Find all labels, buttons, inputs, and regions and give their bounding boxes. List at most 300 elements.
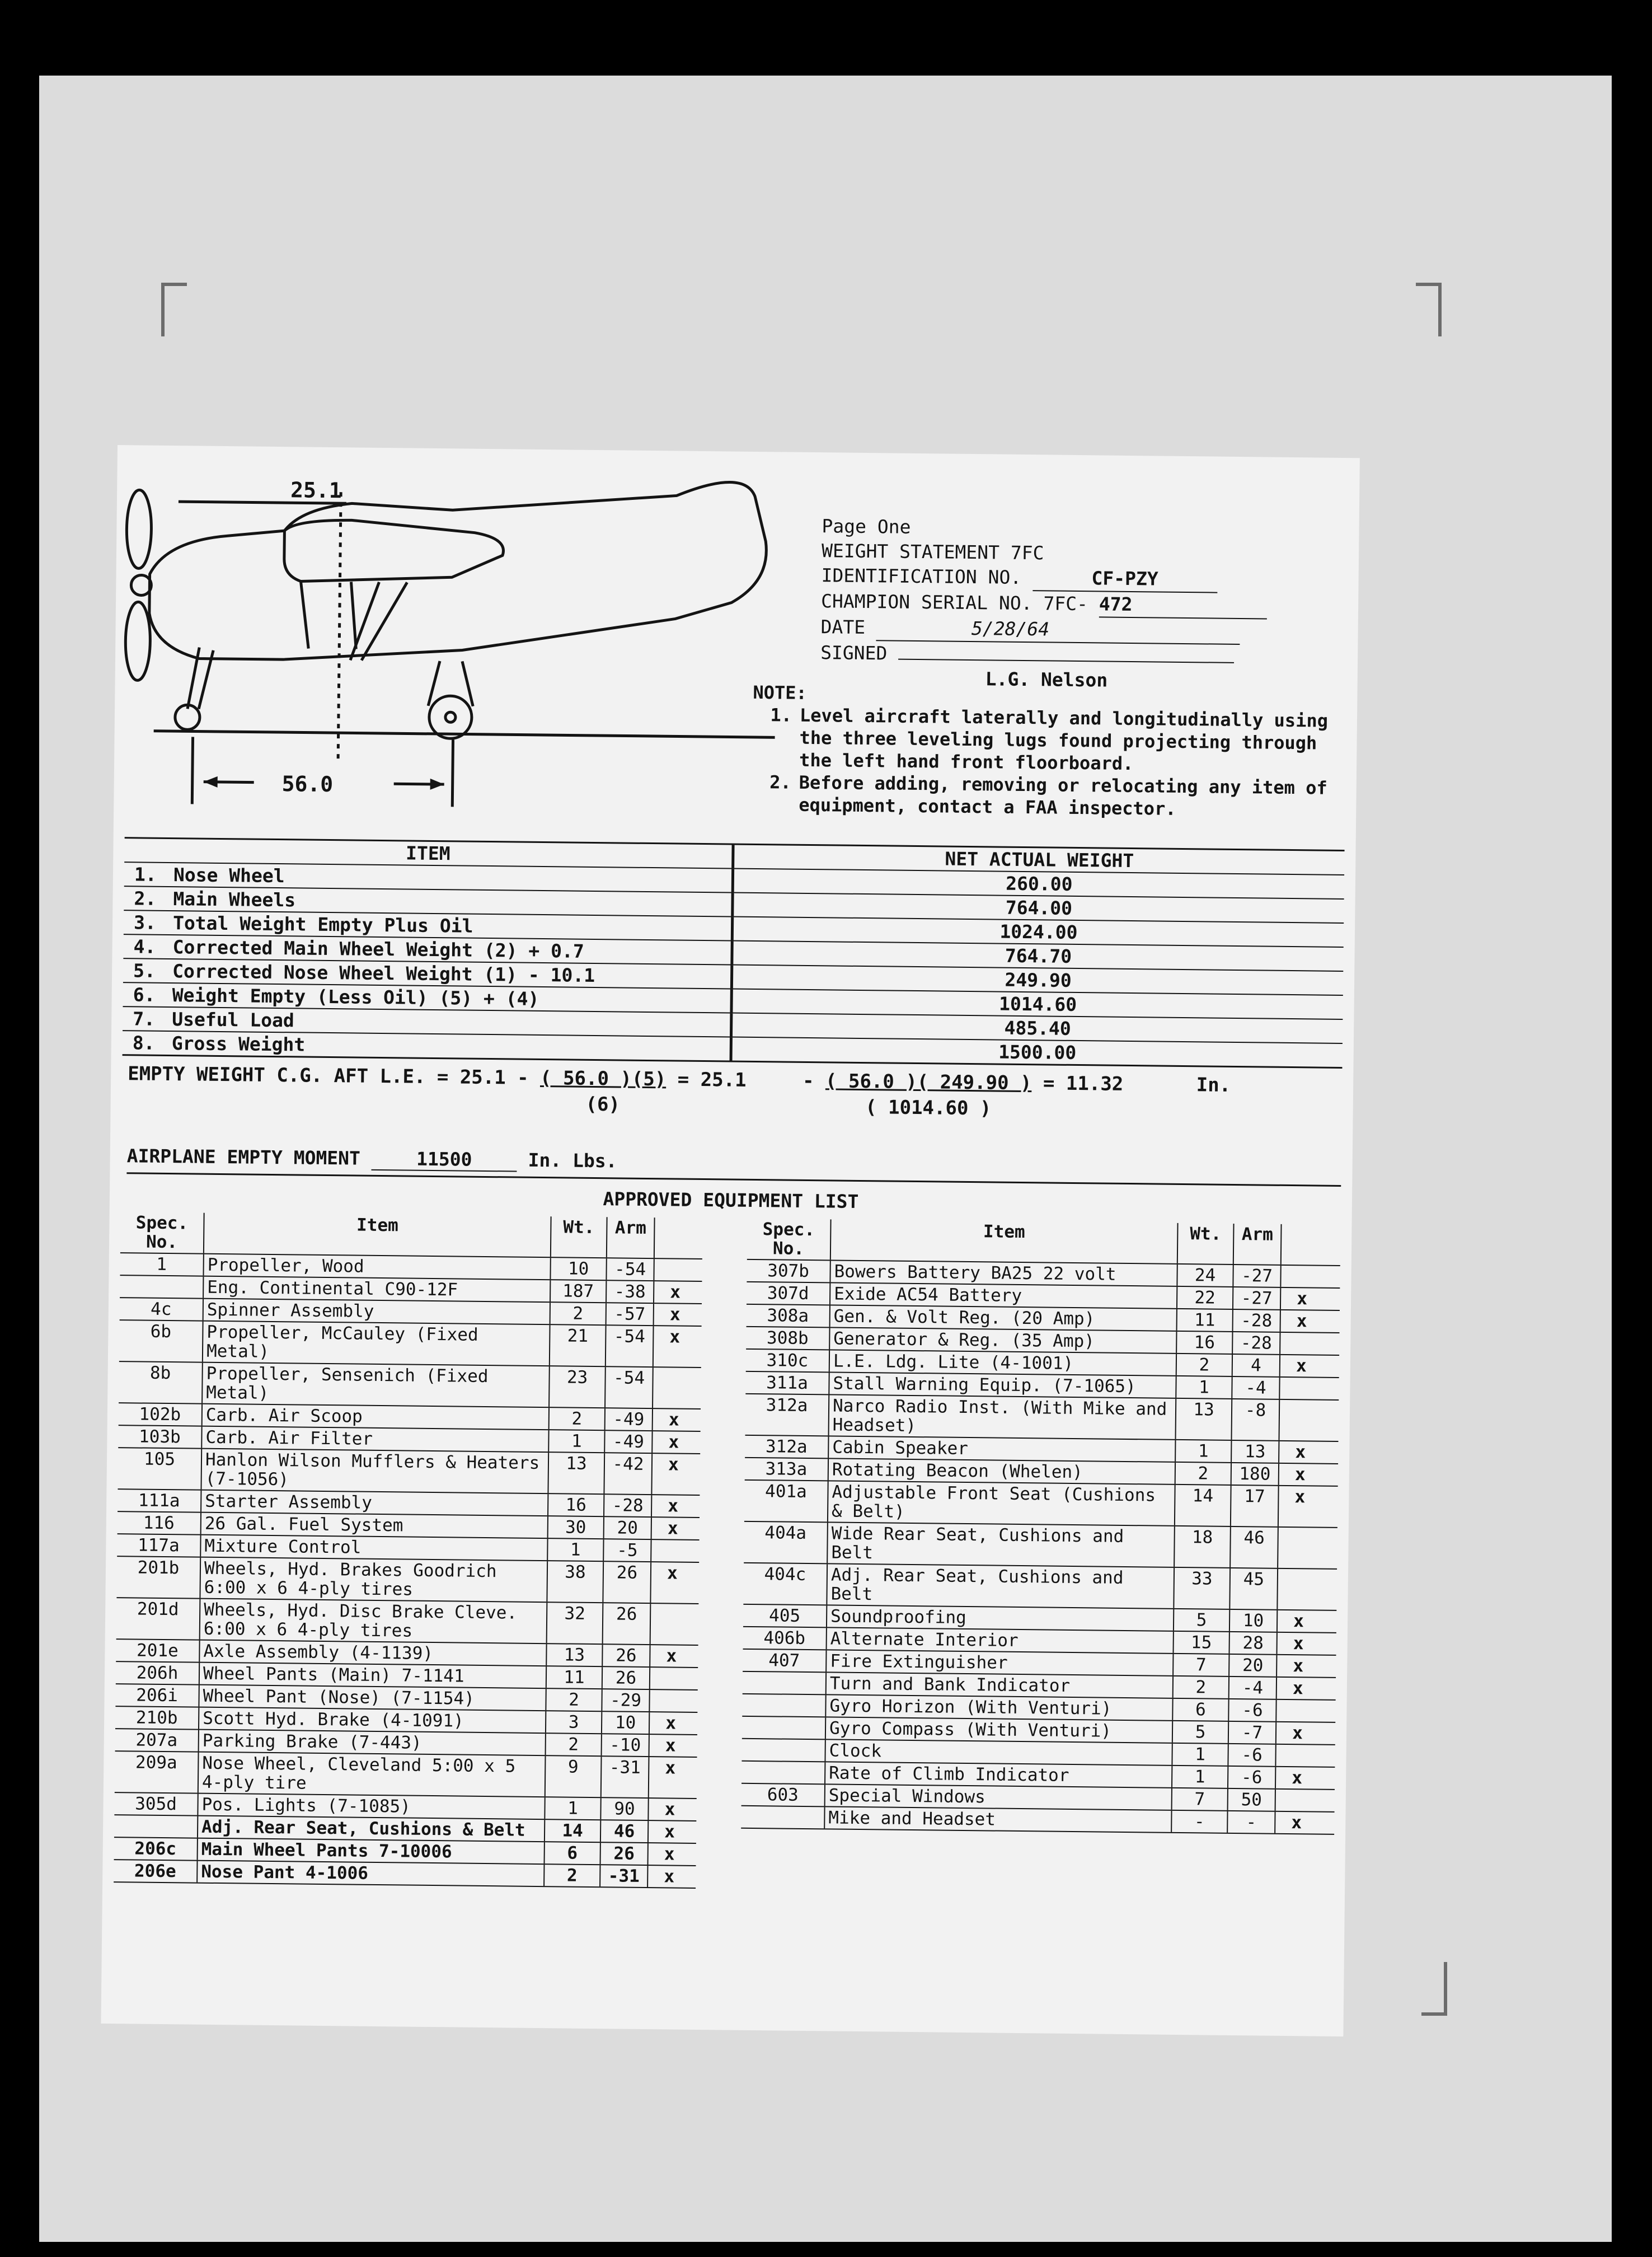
equipment-right-table — [741, 1219, 1340, 1835]
equipment-installed-mark: x — [668, 1496, 679, 1516]
row-number: 7. — [133, 1008, 156, 1030]
equipment-spec: 407 — [743, 1650, 827, 1672]
header-mark — [655, 1218, 697, 1258]
notes-title: NOTE: — [753, 681, 807, 704]
equipment-arm: 13 — [1232, 1441, 1279, 1463]
row-weight: 764.00 — [1005, 896, 1073, 919]
equipment-item: Narco Radio Inst. (With Mike and Headset) — [829, 1395, 1177, 1439]
equipment-item: Exide AC54 Battery — [830, 1283, 1177, 1308]
equipment-weight: 21 — [550, 1325, 607, 1366]
equipment-installed-mark: x — [665, 1713, 677, 1734]
equipment-item: Carb. Air Filter — [202, 1427, 549, 1451]
equipment-item: Wheel Pants (Main) 7-1141 — [200, 1663, 547, 1688]
equipment-weight: 11 — [547, 1666, 603, 1688]
equipment-weight: 14 — [1175, 1485, 1232, 1526]
row-item: Corrected Nose Wheel Weight (1) - 10.1 — [172, 960, 595, 986]
row-number: 8. — [132, 1032, 155, 1054]
equipment-item: Adj. Rear Seat, Cushions and Belt — [827, 1564, 1175, 1608]
equipment-arm: 26 — [603, 1645, 650, 1666]
equipment-spec: 201d — [116, 1598, 201, 1640]
equipment-installed-mark — [650, 1668, 692, 1689]
equipment-arm: -4 — [1229, 1677, 1277, 1699]
equipment-installed-mark: x — [1295, 1442, 1306, 1463]
equipment-row — [743, 1563, 1337, 1611]
equipment-installed-mark: x — [1292, 1768, 1303, 1788]
equipment-weight: 2 — [1177, 1354, 1233, 1376]
equipment-spec: 111a — [118, 1490, 201, 1512]
equipment-item: Adj. Rear Seat, Cushions & Belt — [198, 1816, 545, 1841]
equipment-arm: -27 — [1233, 1287, 1281, 1309]
serial-value: 472 — [1099, 592, 1267, 619]
equipment-row — [116, 1557, 699, 1604]
equipment-weight: 13 — [1176, 1399, 1233, 1440]
equipment-spec: 603 — [741, 1784, 825, 1806]
equipment-item: Alternate Interior — [827, 1628, 1174, 1652]
equipment-spec — [741, 1762, 825, 1784]
equipment-installed-mark: x — [664, 1821, 675, 1842]
row-item: Weight Empty (Less Oil) (5) + (4) — [172, 984, 539, 1010]
equipment-weight: 1 — [548, 1539, 604, 1561]
page-number: Page One — [822, 515, 911, 538]
equipment-spec: 201e — [116, 1640, 200, 1662]
equipment-weight: 32 — [547, 1603, 604, 1643]
equipment-installed-mark — [1276, 1790, 1318, 1811]
equipment-weight: 1 — [1176, 1440, 1232, 1462]
equipment-item: Carb. Air Scoop — [203, 1404, 550, 1429]
cg-fraction1-numerator: ( 56.0 )(5) — [539, 1066, 667, 1091]
note-item — [752, 771, 1345, 822]
equipment-row — [118, 1448, 700, 1496]
equipment-installed-mark — [1280, 1333, 1322, 1355]
equipment-spec: 105 — [118, 1448, 202, 1490]
date-label: DATE — [820, 616, 866, 639]
equipment-installed-mark: x — [668, 1454, 679, 1475]
moment-label: AIRPLANE EMPTY MOMENT — [126, 1145, 361, 1169]
equipment-arm: 90 — [601, 1798, 649, 1820]
equipment-installed-mark — [1278, 1528, 1321, 1568]
equipment-arm: 26 — [603, 1667, 650, 1689]
equipment-weight: 30 — [548, 1516, 604, 1538]
equipment-item: Special Windows — [825, 1785, 1172, 1809]
equipment-arm: -5 — [604, 1539, 651, 1561]
equipment-item: Mixture Control — [201, 1535, 548, 1560]
equipment-installed-mark: x — [669, 1304, 680, 1325]
equipment-item: Spinner Assembly — [204, 1299, 551, 1324]
equipment-spec: 401a — [744, 1481, 829, 1522]
equipment-spec: 310c — [746, 1350, 830, 1372]
equipment-weight: 2 — [1176, 1463, 1232, 1485]
equipment-arm: -6 — [1229, 1699, 1276, 1721]
equipment-spec: 210b — [115, 1707, 199, 1729]
equipment-weight: 7 — [1172, 1788, 1228, 1810]
row-number: 1. — [134, 863, 157, 886]
note-text: Level aircraft laterally and longitudinally using the three leveling lugs found projecting through the left hand front floorboard. — [799, 704, 1329, 775]
equipment-installed-mark: x — [1293, 1611, 1304, 1632]
equipment-weight: 18 — [1175, 1526, 1231, 1567]
equipment-weight: 16 — [548, 1494, 604, 1516]
equipment-arm: 10 — [602, 1712, 650, 1734]
equipment-item: Adjustable Front Seat (Cushions & Belt) — [828, 1481, 1176, 1525]
equipment-item: Mike and Headset — [825, 1807, 1172, 1832]
equipment-installed-mark: x — [664, 1844, 675, 1865]
equipment-list-title: APPROVED EQUIPMENT LIST — [603, 1188, 859, 1212]
equipment-item: Pos. Lights (7-1085) — [198, 1794, 545, 1819]
equipment-spec — [114, 1815, 198, 1838]
equipment-spec: 404c — [743, 1563, 828, 1605]
equipment-spec — [120, 1276, 204, 1298]
arm-dimension-top: 25.1 — [290, 477, 342, 503]
equipment-installed-mark: x — [668, 1432, 679, 1453]
equipment-arm: 28 — [1230, 1632, 1278, 1654]
equipment-arm: -7 — [1229, 1722, 1276, 1744]
equipment-item: Propeller, Sensenich (Fixed Metal) — [203, 1363, 550, 1407]
equipment-weight: 5 — [1174, 1609, 1230, 1631]
equipment-weight: 13 — [548, 1453, 605, 1493]
equipment-arm: - — [1228, 1811, 1275, 1833]
cg-fraction1-denominator: (6) — [585, 1093, 621, 1116]
equipment-installed-mark: x — [1297, 1289, 1308, 1309]
equipment-spec: 313a — [745, 1458, 829, 1481]
equipment-spec: 312a — [745, 1394, 830, 1436]
equipment-item: Nose Pant 4-1006 — [198, 1861, 545, 1886]
equipment-installed-mark: x — [670, 1282, 681, 1303]
equipment-arm: 17 — [1231, 1486, 1279, 1526]
equipment-item: Clock — [825, 1740, 1172, 1764]
equipment-arm: 45 — [1230, 1568, 1278, 1609]
equipment-item: Fire Extinguisher — [827, 1650, 1174, 1675]
equipment-installed-mark: x — [666, 1646, 677, 1666]
equipment-weight: 6 — [1173, 1699, 1229, 1721]
equipment-installed-mark: x — [1293, 1633, 1304, 1654]
weights-table — [123, 837, 1345, 1069]
equipment-arm: -6 — [1228, 1767, 1276, 1788]
equipment-arm: -49 — [605, 1431, 653, 1453]
identification-value: CF-PZY — [1032, 565, 1217, 593]
equipment-arm: -54 — [606, 1367, 654, 1408]
equipment-arm: -54 — [607, 1258, 654, 1280]
equipment-item: Propeller, McCauley (Fixed Metal) — [203, 1322, 551, 1365]
row-weight: 1500.00 — [998, 1041, 1077, 1064]
row-number: 2. — [134, 887, 157, 910]
crop-mark-top-left — [161, 283, 187, 336]
row-number: 5. — [133, 959, 156, 982]
equipment-weight: 2 — [546, 1689, 602, 1711]
equipment-installed-mark — [1281, 1266, 1323, 1287]
equipment-weight: 2 — [551, 1303, 607, 1324]
equipment-weight: 187 — [551, 1280, 607, 1302]
equipment-installed-mark: x — [664, 1799, 675, 1820]
equipment-weight: 33 — [1174, 1568, 1231, 1609]
equipment-spec: 103b — [118, 1426, 202, 1448]
photo-print — [39, 76, 1612, 2242]
equipment-arm: 180 — [1232, 1463, 1279, 1485]
note-item — [752, 704, 1346, 777]
row-item: Main Wheels — [173, 888, 296, 911]
equipment-arm: 50 — [1228, 1789, 1276, 1811]
equipment-spec: 307d — [747, 1282, 830, 1305]
header-spec: Spec. No. — [747, 1219, 832, 1260]
cg-fraction2-denominator: ( 1014.60 ) — [865, 1096, 992, 1120]
header-arm: Arm — [607, 1217, 655, 1258]
equipment-arm: -54 — [606, 1326, 654, 1366]
header-info — [820, 514, 1342, 695]
cg-equals1: = 25.1 — [677, 1068, 747, 1092]
note-number: 1. — [770, 704, 792, 726]
equipment-installed-mark: x — [1291, 1813, 1302, 1833]
equipment-arm: 4 — [1233, 1355, 1280, 1376]
equipment-spec: 308a — [747, 1305, 830, 1327]
equipment-item: Soundproofing — [827, 1605, 1174, 1630]
equipment-installed-mark — [651, 1604, 693, 1645]
equipment-weight: 2 — [546, 1734, 602, 1755]
header-item: Item — [831, 1219, 1179, 1263]
equipment-item: Wide Rear Seat, Cushions and Belt — [828, 1523, 1175, 1566]
equipment-weight: 1 — [1172, 1744, 1228, 1766]
equipment-weight: 5 — [1173, 1721, 1229, 1743]
serial-label: CHAMPION SERIAL NO. 7FC- — [820, 590, 1088, 615]
equipment-installed-mark: x — [668, 1410, 679, 1430]
equipment-installed-mark: x — [1294, 1464, 1306, 1485]
equipment-item: Cabin Speaker — [829, 1436, 1176, 1461]
equipment-spec: 102b — [119, 1403, 203, 1426]
equipment-spec — [741, 1739, 825, 1762]
equipment-row — [119, 1321, 702, 1368]
equipment-spec: 201b — [116, 1557, 201, 1598]
equipment-installed-mark — [1276, 1700, 1318, 1722]
equipment-arm: -27 — [1233, 1265, 1281, 1287]
equipment-item: Parking Brake (7-443) — [199, 1730, 546, 1755]
row-number: 3. — [133, 911, 157, 934]
equipment-installed-mark — [654, 1259, 696, 1281]
equipment-spec: 405 — [743, 1605, 827, 1627]
equipment-arm: 10 — [1230, 1610, 1278, 1632]
moment-unit: In. Lbs. — [528, 1149, 617, 1172]
equipment-installed-mark: x — [1296, 1311, 1307, 1332]
equipment-arm: 46 — [601, 1820, 649, 1842]
header-arm: Arm — [1234, 1224, 1282, 1265]
equipment-arm: 26 — [603, 1562, 651, 1603]
header-mark — [1282, 1224, 1324, 1265]
equipment-spec: 312a — [745, 1436, 829, 1458]
equipment-installed-mark — [1276, 1745, 1318, 1767]
equipment-item: Generator & Reg. (35 Amp) — [830, 1328, 1177, 1352]
equipment-weight: 24 — [1177, 1265, 1233, 1286]
equipment-weight: 7 — [1174, 1654, 1229, 1676]
equipment-item: L.E. Ldg. Lite (4-1001) — [830, 1350, 1177, 1375]
equipment-item: Turn and Bank Indicator — [827, 1673, 1174, 1697]
equipment-arm: -28 — [604, 1495, 652, 1516]
equipment-spec: 4c — [120, 1298, 204, 1321]
equipment-weight: 2 — [1174, 1677, 1229, 1698]
equipment-installed-mark: x — [1293, 1656, 1304, 1677]
equipment-installed-mark — [1280, 1378, 1322, 1399]
equipment-installed-mark: x — [1296, 1356, 1307, 1376]
note-number: 2. — [769, 771, 791, 793]
equipment-header-row — [120, 1212, 703, 1259]
equipment-spec: 206i — [115, 1684, 199, 1707]
equipment-item: Starter Assembly — [201, 1491, 548, 1515]
header-weight: NET ACTUAL WEIGHT — [945, 847, 1134, 872]
equipment-item: Rate of Climb Indicator — [825, 1762, 1172, 1787]
identification-label: IDENTIFICATION NO. — [821, 564, 1022, 588]
arm-dimension-bottom: 56.0 — [281, 771, 334, 797]
equipment-weight: 16 — [1177, 1332, 1233, 1354]
document-title: WEIGHT STATEMENT 7FC — [821, 540, 1044, 564]
equipment-spec: 1 — [120, 1253, 204, 1276]
equipment-spec: 117a — [117, 1534, 201, 1557]
equipment-weight: 3 — [546, 1711, 602, 1733]
header-spec: Spec. No. — [120, 1212, 205, 1253]
equipment-weight: 1 — [549, 1430, 605, 1452]
equipment-installed-mark: x — [667, 1563, 678, 1584]
equipment-item: Eng. Continental C90-12F — [204, 1277, 551, 1301]
equipment-weight: 11 — [1177, 1309, 1233, 1331]
equipment-item: Bowers Battery BA25 22 volt — [830, 1261, 1177, 1285]
equipment-weight: 2 — [545, 1865, 600, 1886]
equipment-installed-mark — [650, 1690, 692, 1712]
header-item: ITEM — [124, 839, 734, 868]
equipment-item: Main Wheel Pants 7-10006 — [198, 1839, 545, 1863]
equipment-spec: 307b — [747, 1260, 830, 1282]
equipment-row — [119, 1362, 701, 1410]
equipment-arm: -8 — [1232, 1399, 1280, 1440]
equipment-arm: -31 — [600, 1865, 648, 1887]
equipment-arm: -28 — [1233, 1332, 1280, 1354]
equipment-spec: 207a — [115, 1729, 199, 1752]
equipment-arm: 20 — [1229, 1655, 1277, 1677]
equipment-installed-mark: x — [1292, 1678, 1303, 1699]
equipment-left-table — [114, 1212, 702, 1889]
cg-label: EMPTY WEIGHT C.G. AFT L.E. = 25.1 - — [128, 1062, 529, 1089]
equipment-arm: -6 — [1228, 1744, 1276, 1766]
note-text: Before adding, removing or relocating any item of equipment, contact a FAA inspector. — [799, 771, 1327, 820]
header-wt: Wt. — [551, 1216, 608, 1257]
row-number: 6. — [133, 984, 156, 1006]
equipment-spec: 8b — [119, 1362, 203, 1403]
equipment-item: Gen. & Volt Reg. (20 Amp) — [830, 1305, 1177, 1330]
equipment-installed-mark: x — [669, 1327, 680, 1347]
signature-line — [898, 642, 1234, 663]
equipment-weight: 10 — [551, 1258, 607, 1280]
row-item: Total Weight Empty Plus Oil — [172, 912, 473, 937]
equipment-weight: 2 — [550, 1408, 606, 1430]
notes — [752, 681, 1346, 822]
equipment-arm: 26 — [600, 1843, 648, 1865]
equipment-arm: -10 — [602, 1734, 650, 1756]
equipment-item: Propeller, Wood — [204, 1254, 551, 1279]
row-item: Useful Load — [172, 1008, 295, 1032]
equipment-spec — [743, 1672, 827, 1694]
equipment-spec: 209a — [115, 1752, 199, 1793]
row-weight: 1024.00 — [999, 920, 1078, 944]
equipment-spec: 6b — [119, 1321, 204, 1362]
equipment-item: Gyro Horizon (With Venturi) — [826, 1695, 1173, 1720]
cg-unit: In. — [1196, 1074, 1231, 1097]
moment-value: 11500 — [372, 1148, 517, 1172]
equipment-arm: 46 — [1231, 1527, 1279, 1568]
row-weight: 249.90 — [1005, 968, 1072, 991]
equipment-arm: -31 — [602, 1757, 650, 1797]
equipment-weight: 1 — [1172, 1766, 1228, 1788]
equipment-weight: 23 — [550, 1366, 606, 1407]
signed-label: SIGNED — [820, 641, 888, 664]
equipment-weight: 9 — [546, 1756, 602, 1797]
equipment-installed-mark: x — [664, 1866, 675, 1887]
equipment-weight: 1 — [1176, 1376, 1232, 1398]
equipment-weight: 22 — [1177, 1287, 1233, 1309]
crop-mark-top-right — [1416, 283, 1442, 336]
row-item: Gross Weight — [171, 1032, 306, 1056]
equipment-row — [744, 1481, 1338, 1528]
equipment-arm: -28 — [1233, 1310, 1281, 1332]
equipment-item: Rotating Beacon (Whelen) — [829, 1459, 1176, 1483]
equipment-installed-mark — [651, 1540, 693, 1562]
equipment-spec: 206h — [116, 1662, 200, 1684]
row-number: 4. — [133, 935, 156, 958]
equipment-weight: 14 — [545, 1820, 601, 1842]
equipment-spec: 311a — [745, 1372, 829, 1394]
equipment-weight: 6 — [545, 1842, 601, 1864]
equipment-installed-mark: x — [665, 1758, 676, 1778]
equipment-spec — [741, 1806, 825, 1829]
equipment-item: Stall Warning Equip. (7-1065) — [829, 1373, 1176, 1397]
equipment-item: Gyro Compass (With Venturi) — [826, 1717, 1173, 1742]
equipment-row — [115, 1752, 697, 1799]
row-item: Corrected Main Wheel Weight (2) + 0.7 — [172, 936, 584, 962]
equipment-row — [745, 1394, 1339, 1442]
equipment-spec: 308b — [746, 1327, 830, 1350]
equipment-item: Hanlon Wilson Mufflers & Heaters (7-1056) — [201, 1449, 549, 1493]
equipment-header-row — [747, 1219, 1341, 1266]
equipment-spec: 206e — [114, 1860, 198, 1883]
date-value: 5/28/64 — [876, 615, 1240, 645]
equipment-weight: 13 — [547, 1644, 603, 1666]
row-weight: 260.00 — [1006, 872, 1073, 895]
empty-moment — [126, 1145, 1341, 1187]
equipment-arm: -42 — [604, 1453, 653, 1494]
equipment-spec: 404a — [744, 1522, 828, 1563]
equipment-arm: -4 — [1232, 1377, 1280, 1399]
equipment-spec — [742, 1694, 826, 1717]
equipment-item: Wheels, Hyd. Brakes Goodrich 6:00 x 6 4-ply tires — [200, 1558, 548, 1602]
equipment-item: Wheel Pant (Nose) (7-1154) — [199, 1685, 546, 1710]
equipment-spec: 116 — [118, 1512, 201, 1534]
equipment-item: Nose Wheel, Cleveland 5:00 x 5 4-ply tire — [199, 1753, 546, 1796]
equipment-installed-mark: x — [1292, 1723, 1303, 1744]
equipment-arm: 26 — [603, 1603, 651, 1644]
equipment-spec — [742, 1717, 826, 1739]
equipment-item: Scott Hyd. Brake (4-1091) — [199, 1708, 546, 1732]
equipment-arm: -38 — [607, 1281, 654, 1303]
equipment-arm: -29 — [602, 1689, 650, 1711]
equipment-installed-mark — [1278, 1569, 1320, 1610]
equipment-item: Wheels, Hyd. Disc Brake Cleve. 6:00 x 6 4-ply tires — [200, 1599, 548, 1643]
equipment-weight: 15 — [1174, 1632, 1230, 1654]
equipment-weight: 1 — [545, 1797, 601, 1819]
equipment-installed-mark: x — [667, 1518, 678, 1539]
equipment-weight: - — [1172, 1811, 1228, 1833]
equipment-installed-mark: x — [1294, 1487, 1306, 1507]
equipment-installed-mark — [653, 1368, 696, 1408]
equipment-weight: 38 — [547, 1561, 604, 1602]
equipment-arm: -57 — [607, 1303, 654, 1325]
cg-fraction2-numerator: ( 56.0 )( 249.90 ) — [825, 1070, 1032, 1095]
equipment-installed-mark — [1279, 1400, 1322, 1441]
equipment-spec: 305d — [114, 1793, 198, 1815]
equipment-spec: 206c — [114, 1838, 198, 1860]
equipment-item: Axle Assembly (4-1139) — [200, 1641, 547, 1665]
row-weight: 764.70 — [1005, 944, 1072, 967]
